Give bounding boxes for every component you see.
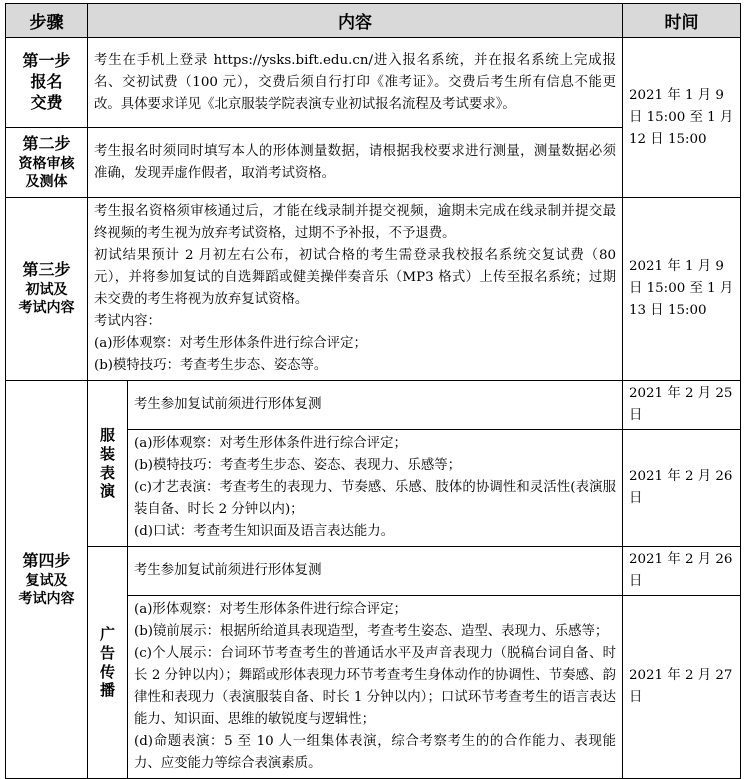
fashion-row2-time: 2021 年 2 月 26 日 [623,430,741,547]
advert-row2-content [128,596,623,779]
advertising-label [88,547,128,779]
fashion-row2-content [128,430,623,547]
advert-item-d: (d)命题表演：5 至 10 人一组集体表演，综合考察考生的的合作能力、表现能力、应变能力等综合表演素质。 [134,734,616,771]
step1-label [6,38,88,128]
fashion-item-a: (a)形体观察：对考生形体条件进行综合评定； [134,436,407,451]
advert-char1: 广 [99,625,115,643]
step3-para4: (a)形体观察：对考生形体条件进行综合评定； [94,336,367,351]
fashion-char1: 服 [99,426,115,444]
step4-line3: 考试内容 [18,590,75,607]
advert-item-a: (a)形体观察：对考生形体条件进行综合评定； [134,602,407,617]
step1-row [6,38,741,128]
exam-schedule-table [5,3,741,779]
advert-item-c: (c)个人展示：台词环节考查考生的普通话水平及声音表现力（脱稿台词自备、时长 2 分钟以内）；舞蹈或形体表现力环节考查考生身体动作的协调性、节奏感、韵律性和表现力（表演服装自备、时长 1 分钟以内）；口试环节考查考生的语言表达能力、知识面、思维的敏锐度与逻辑性； [134,646,616,727]
step4-label [6,381,88,779]
step3-para1: 考生报名资格须审核通过后，才能在线录制并提交视频，逾期未完成在线录制并提交最终视频的考生视为放弃考试资格，过期不予补报，不予退费。 [94,204,616,241]
step3-time: 2021 年 1 月 9 日 15:00 至 1 月 13 日 15:00 [623,198,741,381]
header-step: 步骤 [6,4,88,38]
step3-row [6,198,741,381]
advert-item-b: (b)镜前展示：根据所给道具表现造型，考查考生姿态、造型、表现力、乐感等； [134,624,609,639]
header-row [6,4,741,38]
step4-fashion-row1 [6,381,741,430]
fashion-char2: 装 [99,444,115,463]
advert-row1-content: 考生参加复试前须进行形体复测 [128,547,623,596]
step3-para3: 考试内容： [94,314,161,329]
advert-char2: 告 [99,643,115,662]
step3-line3: 考试内容 [18,300,75,317]
fashion-row1-time: 2021 年 2 月 25 日 [623,381,741,430]
fashion-item-b: (b)模特技巧：考查考生步态、姿态、表现力、乐感等； [134,458,462,473]
step4-line1: 第四步 [22,550,71,570]
fashion-item-d: (d)口试：考查考生知识面及语言表达能力。 [134,524,395,539]
step12-time: 2021 年 1 月 9 日 15:00 至 1 月 12 日 15:00 [623,38,741,198]
step4-line2: 复试及 [25,572,68,589]
step1-content [88,38,623,128]
step3-para2: 初试结果预计 2 月初左右公布，初试合格的考生需登录我校报名系统交复试费（80 元），并将参加复试的自选舞蹈或健美操伴奏音乐（MP3 格式）上传至报名系统；过期未交费的考生将视为放弃复试资格。 [94,248,616,307]
fashion-row1-content: 考生参加复试前须进行形体复测 [128,381,623,430]
step1-line3: 交费 [30,92,63,112]
step3-label [6,198,88,381]
step1-line1: 第一步 [22,51,71,71]
advert-char3: 传 [99,662,115,681]
advert-row1-time: 2021 年 2 月 26 日 [623,547,741,596]
fashion-char3: 表 [99,463,115,482]
step2-line3: 及测体 [25,173,68,190]
step2-content [88,128,623,198]
fashion-show-label [88,381,128,547]
step2-label [6,128,88,198]
step2-line2: 资格审核 [18,155,75,172]
step3-line2: 初试及 [25,282,68,299]
fashion-item-c: (c)才艺表演：考查考生的表现力、节奏感、乐感、肢体的协调性和灵活性(表演服装自备、时长 2 分钟以内)； [134,480,616,517]
fashion-char4: 演 [99,482,115,501]
advert-char4: 播 [99,681,115,700]
step1-line2: 报名 [30,72,63,92]
step2-content-text: 考生报名时须同时填写本人的形体测量数据，请根据我校要求进行测量，测量数据必须准确，发现弄虚作假者，取消考试资格。 [94,143,616,181]
step3-content [88,198,623,381]
step2-line1: 第二步 [22,133,71,153]
header-time: 时间 [623,4,741,38]
step4-advert-row1 [6,547,741,596]
advert-row2-time: 2021 年 2 月 27 日 [623,596,741,779]
header-content: 内容 [88,4,623,38]
step3-para5: (b)模特技巧：考查考生步态、姿态等。 [94,358,328,373]
step1-content-text: 考生在手机上登录 https://ysks.bift.edu.cn/进入报名系统，并在报名系统上完成报名、交初试费（100 元），交费后须自行打印《准考证》。交费后考生所有信息不能更改。具体要求详见《北京服装学院表演专业初试报名流程及考试要求》。 [94,52,616,112]
step3-line1: 第三步 [22,260,71,280]
